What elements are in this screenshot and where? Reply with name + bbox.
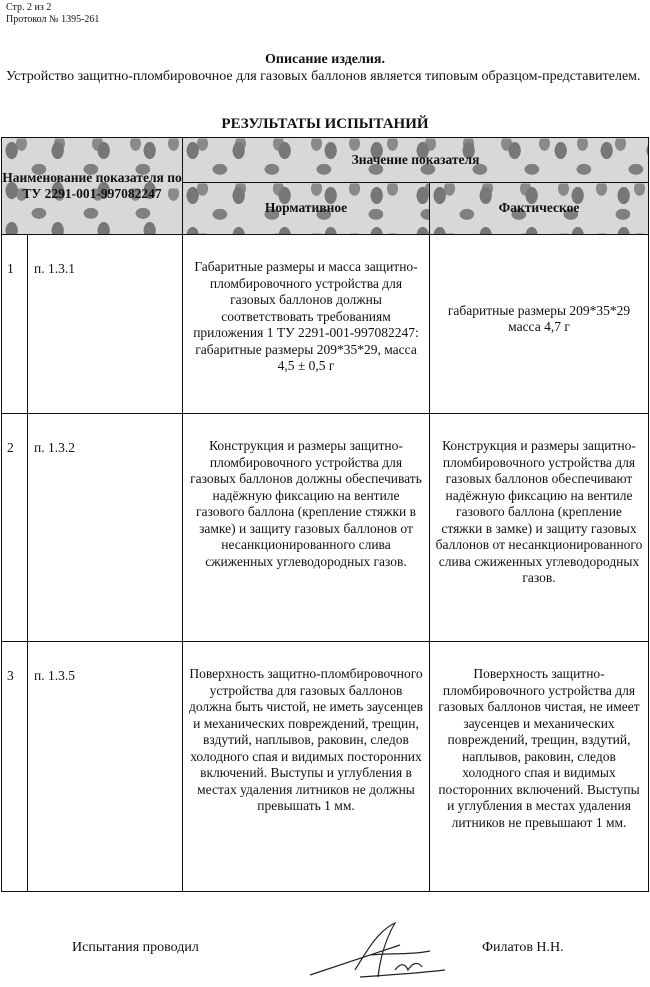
- row-number: 1: [2, 235, 28, 414]
- description-text: Устройство защитно-пломбировочное для газовых баллонов является типовым образцом-представителем.: [6, 69, 641, 84]
- table-row: [2, 235, 649, 414]
- row-factual: Конструкция и размеры защитно-пломбировочного устройства для газовых баллонов обеспечивают надёжную фиксацию на вентиле газового баллона (крепление стяжки в замке) и защиту газовых баллонов от несанкционированного слива сжиженных углеводородных газов.: [430, 414, 649, 642]
- table-row: [2, 642, 649, 892]
- row-factual: Поверхность защитно-пломбировочного устройства для газовых баллонов чистая, не имеет заусенцев и механических повреждений, трещин, вздутий, наплывов, раковин, следов холодного спая и видимых посторонних включений. Выступы и углубления в местах удаления литников не превышают 1 мм.: [430, 642, 649, 892]
- row-normative: Конструкция и размеры защитно-пломбировочного устройства для газовых баллонов должны обеспечивать надёжную фиксацию на вентиле газового баллона (крепление стяжки в замке) и защиту газовых баллонов от несанкционированного слива сжиженных углеводородных газов.: [183, 414, 430, 642]
- row-ref: п. 1.3.5: [28, 642, 183, 892]
- row-factual: габаритные размеры 209*35*29 масса 4,7 г: [430, 235, 649, 414]
- protocol-number: Протокол № 1395-261: [6, 14, 100, 25]
- header-factual: Фактическое: [430, 183, 649, 235]
- row-ref: п. 1.3.2: [28, 414, 183, 642]
- tester-name: Филатов Н.Н.: [482, 940, 564, 955]
- description-title: Описание изделия.: [265, 52, 385, 67]
- page-number: Стр. 2 из 2: [6, 2, 52, 13]
- tested-by-label: Испытания проводил: [72, 940, 199, 955]
- table-row: [2, 414, 649, 642]
- row-number: 3: [2, 642, 28, 892]
- results-table: [1, 137, 649, 892]
- row-number: 2: [2, 414, 28, 642]
- header-value: Значение показателя: [183, 138, 649, 183]
- row-normative: Габаритные размеры и масса защитно-пломбировочного устройства для газовых баллонов должны соответствовать требованиям приложения 1 ТУ 2291-001-997082247: габаритные размеры 209*35*29, масса 4,5 ± 0,5 г: [183, 235, 430, 414]
- row-normative: Поверхность защитно-пломбировочного устройства для газовых баллонов должна быть чистой, не иметь заусенцев и механических повреждений, трещин, вздутий, наплывов, раковин, следов холодного спая и видимых посторонних включений. Выступы и углубления в местах удаления литников не должны превышать 1 мм.: [183, 642, 430, 892]
- header-name: Наименование показателя по ТУ 2291-001-997082247: [2, 138, 183, 235]
- header-normative: Нормативное: [183, 183, 430, 235]
- row-ref: п. 1.3.1: [28, 235, 183, 414]
- signature: [300, 915, 450, 987]
- results-title: РЕЗУЛЬТАТЫ ИСПЫТАНИЙ: [221, 116, 429, 132]
